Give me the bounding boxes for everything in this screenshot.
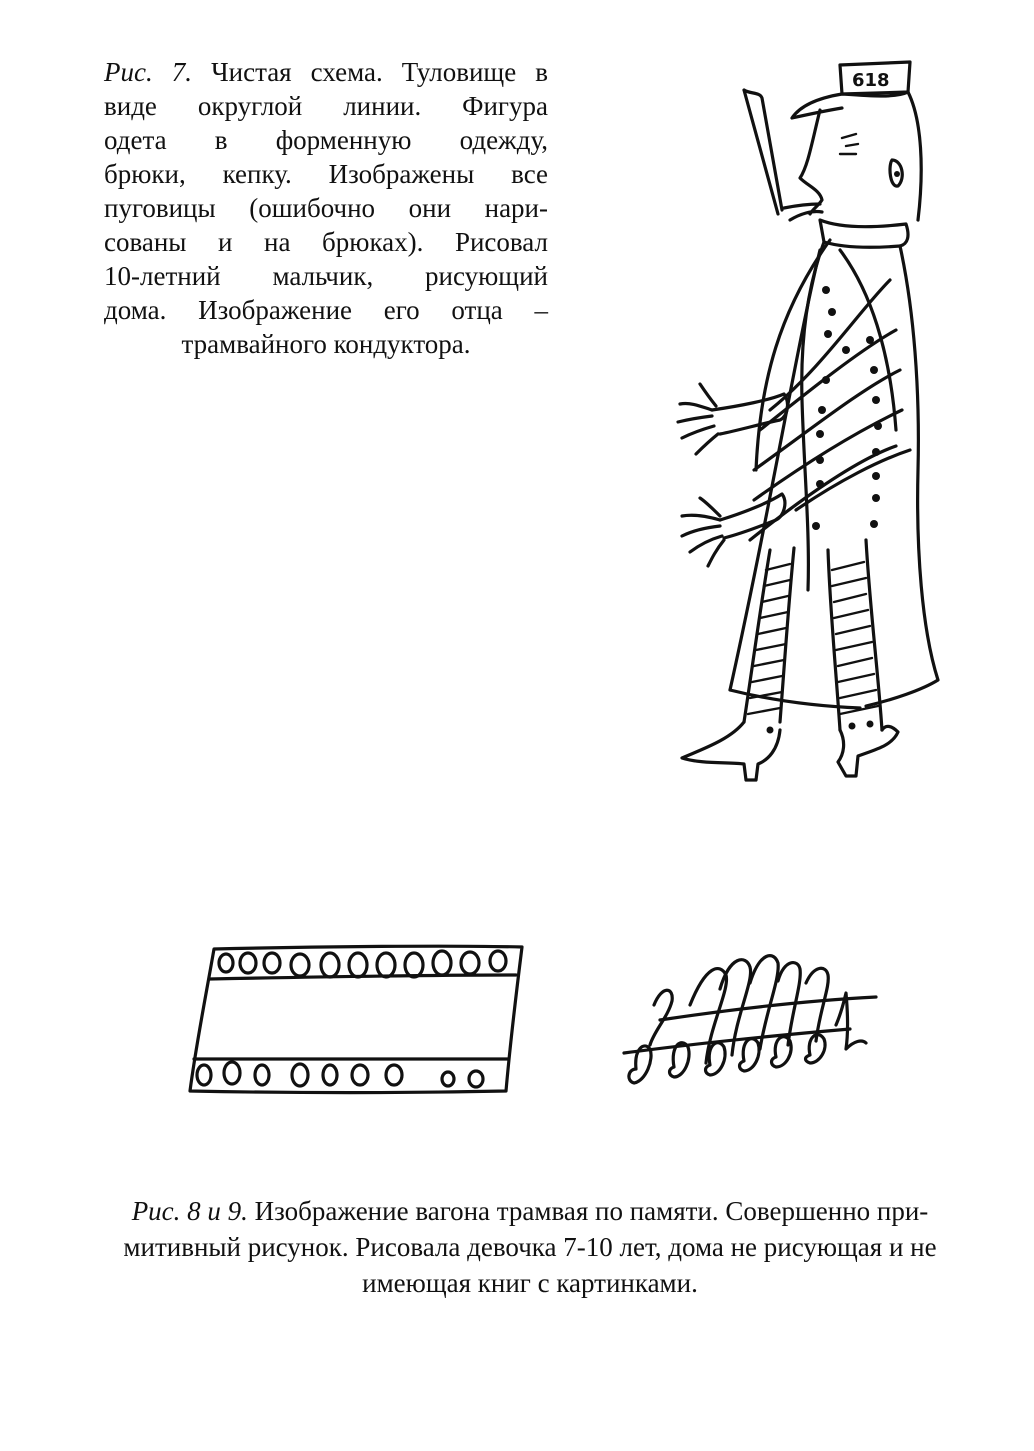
cap xyxy=(792,62,910,118)
caption-line: митивный рисунок. Рисовала девочка 7-10 лет, дома не рисующая и не xyxy=(123,1232,937,1262)
scribbled-tram-drawing xyxy=(610,945,890,1095)
collar xyxy=(820,220,908,247)
caption-line xyxy=(60,1193,1000,1229)
figure-8-9-caption xyxy=(60,1193,1000,1301)
caption-text: Изображение вагона трамвая по памяти. Совершенно при- xyxy=(254,1196,929,1226)
head xyxy=(784,92,921,220)
caption-line: брюки, кепку. Изображены все xyxy=(104,159,548,189)
caption-line: 10-летний мальчик, рисующий xyxy=(104,261,548,291)
bottom-wheels xyxy=(197,1062,483,1087)
caption-line: пуговицы (ошибочно они нари- xyxy=(104,193,548,223)
tram-car-drawing xyxy=(180,935,540,1105)
conductor-drawing xyxy=(660,50,960,790)
caption-line: имеющая книг с картинками. xyxy=(362,1268,698,1298)
top-wheels xyxy=(219,951,506,977)
caption-line: виде округлой линии. Фигура xyxy=(104,91,548,121)
caption-line: дома. Изображение его отца – xyxy=(104,295,548,325)
caption-line xyxy=(104,55,548,89)
caption-text: Чистая схема. Туловище в xyxy=(211,57,548,87)
pencil xyxy=(744,90,782,214)
figure-label: Рис. 7. xyxy=(104,57,193,87)
arms xyxy=(678,384,787,566)
figure-7-caption xyxy=(104,55,548,361)
shoes xyxy=(682,722,898,780)
caption-line: одета в форменную одежду, xyxy=(104,125,548,155)
figure-label: Рис. 8 и 9. xyxy=(131,1196,248,1226)
caption-line: трамвайного кондуктора. xyxy=(181,329,471,359)
caption-line: сованы и на брюках). Рисовал xyxy=(104,227,548,257)
cap-number: 618 xyxy=(852,70,890,91)
